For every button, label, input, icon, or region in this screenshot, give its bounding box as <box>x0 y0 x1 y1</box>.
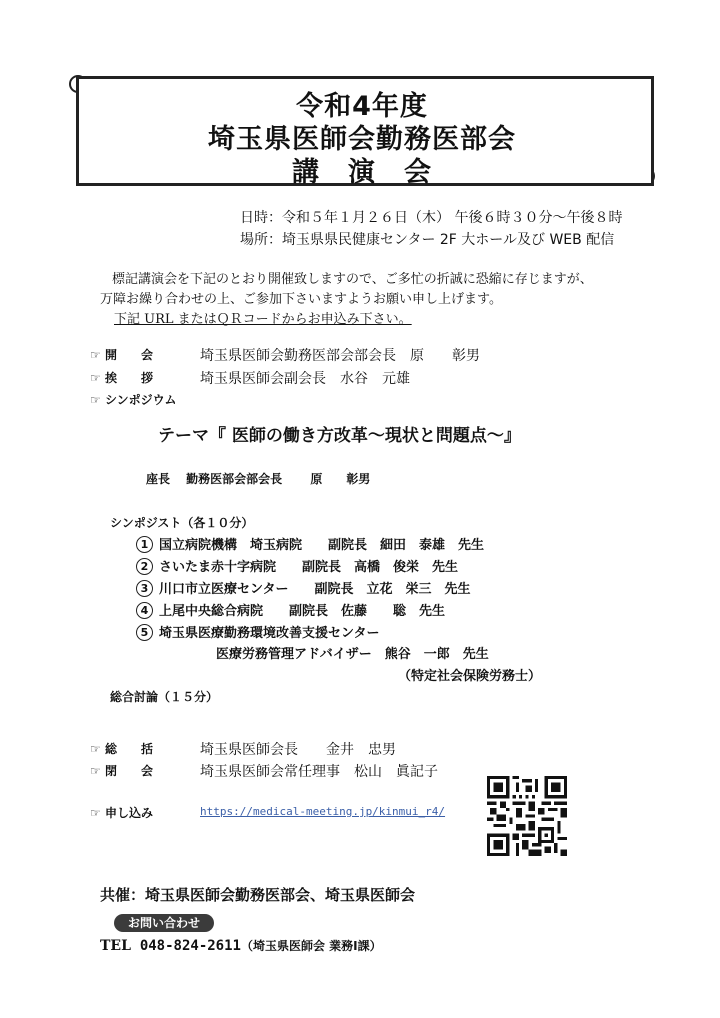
symposium-label: シンポジウム <box>104 393 177 407</box>
greeting-label: 挨 拶 <box>104 371 153 385</box>
apply-label: 申し込み <box>104 806 153 820</box>
symposist-row <box>136 600 445 619</box>
event-venue: 場所：埼玉県県民健康センター 2F 大ホール及び WEB 配信 <box>240 232 615 248</box>
opening-label: 開 会 <box>104 348 153 362</box>
close-item <box>90 762 153 779</box>
summary-label: 総 括 <box>104 742 153 756</box>
greeting-item <box>90 369 153 386</box>
close-label: 閉 会 <box>104 764 153 778</box>
symposist-5-role: 医療労務管理アドバイザー 熊谷 一郎 先生 <box>216 647 489 662</box>
symposist-text: 国立病院機構 埼玉病院 副院長 細田 泰雄 先生 <box>159 538 485 553</box>
number-2-icon: 2 <box>136 558 153 575</box>
symposist-text: 埼玉県医療勤務環境改善支援センター <box>159 626 380 641</box>
contact-dept: （埼玉県医師会 業務Ⅰ課） <box>240 939 382 953</box>
contact-line <box>100 937 382 954</box>
apply-item <box>90 804 153 821</box>
title-banner <box>66 70 658 190</box>
banner-title-year: 令和4年度 <box>296 91 428 122</box>
general-discussion: 総合討論（１５分） <box>110 690 219 704</box>
tel-number[interactable]: 048-824-2611 <box>139 938 241 954</box>
symposium-theme: テーマ『 医師の働き方改革～現状と問題点～』 <box>158 426 521 446</box>
chairperson: 座長 勤務医部会部会長 原 彰男 <box>146 472 371 486</box>
symposist-5-qualification: （特定社会保険労務士） <box>398 669 542 684</box>
number-1-icon: 1 <box>136 536 153 553</box>
summary-item <box>90 740 153 757</box>
symposist-text: 上尾中央総合病院 副院長 佐藤 聡 先生 <box>159 604 446 619</box>
symposist-row <box>136 578 470 597</box>
tel-label: TEL <box>100 938 131 954</box>
symposium-item <box>90 391 177 408</box>
symposist-row <box>136 622 379 641</box>
pointing-hand-icon: ☞ <box>90 371 101 385</box>
qr-code-icon[interactable] <box>487 776 567 856</box>
summary-speaker: 埼玉県医師会長 金井 忠男 <box>200 742 396 758</box>
pointing-hand-icon: ☞ <box>90 393 101 407</box>
banner-title-org: 埼玉県医師会勤務医部会 <box>208 124 516 155</box>
pointing-hand-icon: ☞ <box>90 806 101 820</box>
symposist-row <box>136 534 484 553</box>
pointing-hand-icon: ☞ <box>90 742 101 756</box>
number-4-icon: 4 <box>136 602 153 619</box>
close-speaker: 埼玉県医師会常任理事 松山 眞記子 <box>200 764 438 780</box>
intro-line-3: 下記 URL またはＱＲコードからお申込み下さい。 <box>114 312 412 327</box>
banner-title-event: 講 演 会 <box>292 157 432 188</box>
symposist-text: さいたま赤十字病院 副院長 高橋 俊栄 先生 <box>159 560 459 575</box>
pointing-hand-icon: ☞ <box>90 348 101 362</box>
greeting-speaker: 埼玉県医師会副会長 水谷 元雄 <box>200 371 410 387</box>
opening-speaker: 埼玉県医師会勤務医部会部会長 原 彰男 <box>200 348 480 364</box>
event-datetime: 日時：令和５年１月２６日（木） 午後６時３０分～午後８時 <box>240 210 623 226</box>
pointing-hand-icon: ☞ <box>90 764 101 778</box>
symposist-text: 川口市立医療センター 副院長 立花 栄三 先生 <box>159 582 471 597</box>
intro-line-1: 標記講演会を下記のとおり開催致しますので、ご多忙の折誠に恐縮に存じますが、 <box>112 272 593 287</box>
apply-url-link[interactable]: https://medical-meeting.jp/kinmui_r4/ <box>200 805 446 818</box>
co-host: 共催：埼玉県医師会勤務医部会、埼玉県医師会 <box>100 886 416 904</box>
number-5-icon: 5 <box>136 624 153 641</box>
symposists-heading: シンポジスト（各１０分） <box>110 516 254 530</box>
intro-line-2: 万障お繰り合わせの上、ご参加下さいますようお願い申し上げます。 <box>100 292 502 307</box>
opening-item <box>90 346 153 363</box>
number-3-icon: 3 <box>136 580 153 597</box>
symposist-row <box>136 556 458 575</box>
contact-pill: お問い合わせ <box>114 914 214 932</box>
